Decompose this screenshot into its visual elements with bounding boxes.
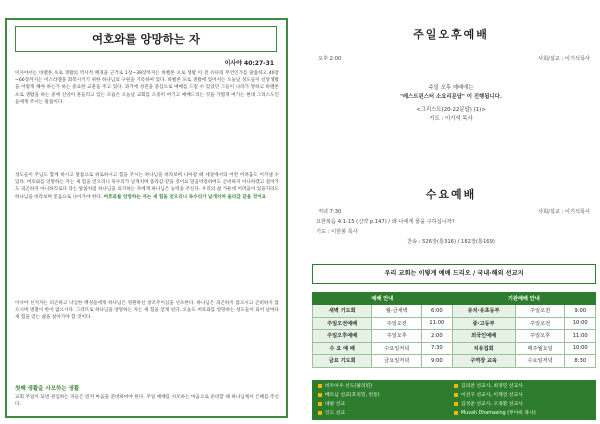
bullet-icon <box>318 402 322 406</box>
afternoon-meta <box>318 55 598 62</box>
table-cell: 월-금새벽 <box>372 305 422 318</box>
table-cell: 10:00 <box>565 317 596 330</box>
table-cell: 7:30 <box>422 342 452 355</box>
evening-scripture: 요한복음 4:1-15 (신약 p.147) / 왜 나에게 물을 구하십니까? <box>316 219 455 225</box>
afternoon-leader: 사회/설교 : 이기석목사 <box>538 56 590 62</box>
table-cell: 금요 기도회 <box>313 355 372 368</box>
table-row <box>313 355 596 368</box>
table-cell: 6:00 <box>422 305 452 318</box>
mission-item <box>318 400 345 409</box>
table-cell: 주일오후 <box>372 330 422 343</box>
evening-time: 저녁 7:30 <box>318 209 342 215</box>
evening-service-title: 수요예배 <box>425 188 477 201</box>
worship-banner: 우리 교회는 이렇게 예배 드리오 / 국내·해외 선교지 <box>312 264 596 284</box>
table-head-worship: 예배 안내 <box>313 293 453 305</box>
table-row <box>313 305 596 318</box>
paragraph-2-text: 성도들이 주님도 함께 하시고 말씀으로 위로하시고 힘을 주시는 하나님을 바라보며 나아갈 때 세상에서의 어떤 어려움도 이겨낼 수 있다. 여호와를 앙망하는 자는 새 힘을 얻으리니 독수리가 날개치며 올라감 같을 것이요 달음박질하여도 곤비하지 아니하겠고 걸어가도 피곤하지 아니하리로다 라는 말씀처럼 하나님을 의지하는 자에게 하나님은 능력을 주신다. 우리의 삶 가운데 어려움이 있을지라도 하나님을 바라보며 믿음으로 나아가야 한다. <box>15 173 279 200</box>
table-head-organization: 기관예배 안내 <box>452 293 595 305</box>
missions-footer <box>312 380 596 420</box>
table-header-row <box>313 293 596 305</box>
afternoon-time: 오후 2:00 <box>318 56 342 62</box>
table-cell: 수 요 예 배 <box>313 342 372 355</box>
missionary-names: 김의찬 선교사, 최경민 선교사 <box>461 384 523 389</box>
table-cell: 구역장 교육 <box>452 355 515 368</box>
table-cell: 수요일저녁 <box>372 342 422 355</box>
notice-line-3: <그리스도(20-22문답) (1)> <box>416 107 486 113</box>
missionary-item <box>454 391 523 400</box>
mission-name: 네팔 선교 <box>325 402 346 407</box>
mission-name: 인도 선교 <box>325 411 346 416</box>
table-cell: 9:00 <box>565 305 596 318</box>
worship-page <box>306 0 600 424</box>
notice-line-2: "레스트핀스터 소요리문답" 이 진행됩니다. <box>400 94 502 100</box>
table-cell: 9:00 <box>422 355 452 368</box>
bullet-icon <box>454 402 458 406</box>
sermon-paragraph-3: 이사야 선지자는 피곤하고 낙심한 백성들에게 하나님은 영원하신 창조주이심을 선포한다. 하나님은 피곤하지 않으시고 곤비하지 않으시며 명철이 한이 없으시다. 그러므로 하나님을 앙망하는 자는 새 힘을 얻게 된다. 오늘도 여호와를 앙망하는 성도들이 되어 날마다 새 힘을 얻는 삶을 살아가야 할 것이다. <box>15 301 279 321</box>
sermon-page <box>5 18 288 418</box>
missionary-item <box>454 382 523 391</box>
bullet-icon <box>318 393 322 397</box>
table-cell: 치유집회 <box>452 342 515 355</box>
table-cell: 중·고등부 <box>452 317 515 330</box>
sermon-subheading: 첫째 생활을 사모하는 생활 <box>15 386 80 392</box>
sermon-paragraph-2 <box>15 172 279 288</box>
afternoon-service-title: 주일오후예배 <box>413 28 489 41</box>
mission-item <box>318 382 372 391</box>
table-cell: 주일오후 <box>515 330 565 343</box>
missionary-names: 김성준 선교사, 오경환 선교사 <box>461 402 523 407</box>
mission-name: 비두아우 선도(필리핀) <box>325 384 372 389</box>
missionary-names: 이선구 선교사, 이계연 선교사 <box>461 393 523 398</box>
table-cell: 유치·유초등부 <box>452 305 515 318</box>
bullet-icon <box>318 411 322 415</box>
table-cell: 주일오전예배 <box>313 317 372 330</box>
evening-hymn: 찬송 : 526장(통316) / 182장(통169) <box>407 239 495 245</box>
table-cell: 11:00 <box>565 330 596 343</box>
sermon-paragraph-1: 이사야서는 바벨론 포로 생활의 역사적 배경을 근거로 1장~39장까지는 바벨론 포로 생활 이 전 유다의 무언인가를 말씀하고 40장~66장까지는 이스라엘을 회복시키기 위한 하나님의 구원을 기록하여 있다. 바벨론 포로 생활에 있어서는 오늘날 성도들이 신앙생활을 어떻게 해야 하는가 하는 중요한 교훈을 주고 있다. 과거에 성전을 중심으로 예배를 드릴 수 있었던 그들이 나라가 망하고 바벨론 포로 생활을 하는 중에 신앙이 흔들리고 있는 모습은 오늘날 교회를 소중히 여기고 예배드리는 것을 가볍게 여기는 현대 그리스도인들에게 주시는 말씀이다. <box>15 71 279 105</box>
highlighted-verse: 여호와를 앙망하는 자는 새 힘을 얻으리니 독수리가 날개치며 올라감 같을 것이요 <box>103 194 267 200</box>
table-cell: 8:30 <box>565 355 596 368</box>
table-cell: 10:00 <box>565 342 596 355</box>
table-row <box>313 330 596 343</box>
mission-item <box>318 391 380 400</box>
bullet-icon <box>454 411 458 415</box>
table-cell: 외국인예배 <box>452 330 515 343</box>
table-cell: 금요일저녁 <box>372 355 422 368</box>
table-cell: 새벽 기도회 <box>313 305 372 318</box>
table-cell: 2:00 <box>422 330 452 343</box>
missionary-item <box>454 400 523 409</box>
scripture-reference: 이사야 40:27-31 <box>224 60 274 67</box>
table-cell: 주일오전 <box>515 317 565 330</box>
table-cell: 수요일저녁 <box>515 355 565 368</box>
evening-leader: 사회/설교 : 이기석목사 <box>538 209 590 215</box>
missionary-item <box>454 409 536 418</box>
table-cell: 매주월요일 <box>515 342 565 355</box>
bullet-icon <box>454 384 458 388</box>
table-cell: 주일오전 <box>372 317 422 330</box>
notice-line-1: 주일 오후 예배에는 <box>428 85 474 91</box>
bullet-icon <box>318 384 322 388</box>
missionary-names: Muvah Dhamasing (무아바 목사) <box>461 411 536 416</box>
sermon-title: 여호와를 앙망하는 자 <box>15 26 277 52</box>
mission-name: 베트남 선교(호치민, 빈동) <box>325 393 380 398</box>
notice-line-4: 기도 : 이기석 목사 <box>429 116 473 122</box>
table-row <box>313 317 596 330</box>
table-cell: 주일오후예배 <box>313 330 372 343</box>
table-cell: 주일오전 <box>515 305 565 318</box>
table-cell: 11:00 <box>422 317 452 330</box>
sermon-closing: 교회 주일이 되면 관심하는 자들은 먼저 마음을 준비하여야 한다. 주일 예배를 사모하는 마음으로 준비할 때 하나님께서 은혜를 주신다. <box>15 395 279 408</box>
table-row <box>313 342 596 355</box>
mission-item <box>318 409 345 418</box>
bullet-icon <box>454 393 458 397</box>
evening-prayer: 기도 : 이한봉 목사 <box>316 229 358 235</box>
evening-meta <box>318 208 598 215</box>
worship-schedule-table <box>312 292 596 368</box>
